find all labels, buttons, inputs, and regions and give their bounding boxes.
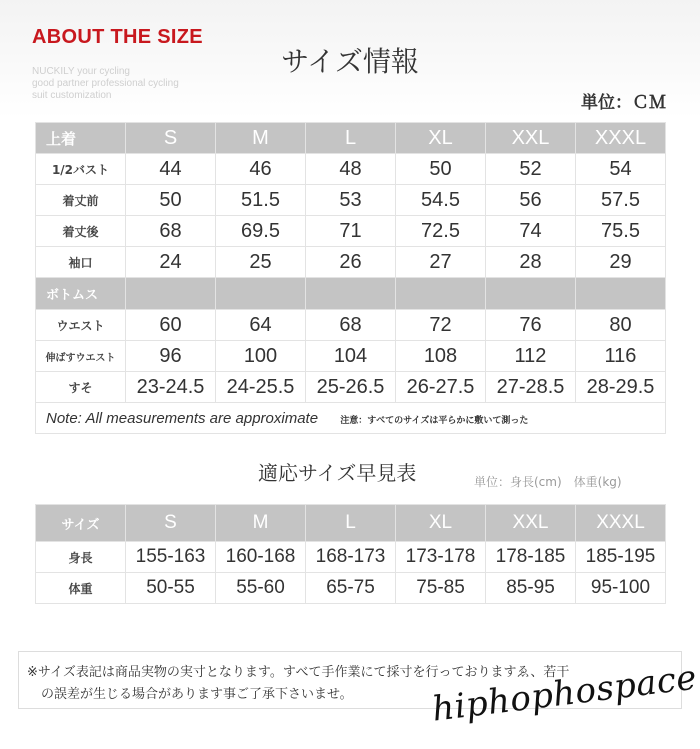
notice-line: ※サイズ表記は商品実物の実寸となります。すべて手作業にて採寸を行っておりますゑ、若干 xyxy=(27,665,570,680)
table-cell: 75-85 xyxy=(396,573,486,604)
table-cell: 168-173 xyxy=(306,542,396,573)
notice-line: の誤差が生じる場合があります事ご了承下さいませ。 xyxy=(41,687,353,702)
unit-label: 単位：ＣＭ xyxy=(581,93,666,113)
note-cell xyxy=(36,403,666,434)
table-cell: 85-95 xyxy=(486,573,576,604)
size-header-cell: L xyxy=(306,505,396,542)
table-cell: 75.5 xyxy=(576,216,666,247)
table-row xyxy=(36,310,666,341)
table-cell: 28-29.5 xyxy=(576,372,666,403)
table-cell: 57.5 xyxy=(576,185,666,216)
row-label: 1/2バスト xyxy=(36,154,126,185)
table-cell: 23-24.5 xyxy=(126,372,216,403)
row-label: 着丈前 xyxy=(36,185,126,216)
empty-cell xyxy=(576,278,666,310)
fit-table xyxy=(35,504,666,604)
table-cell: 26-27.5 xyxy=(396,372,486,403)
table-cell: 173-178 xyxy=(396,542,486,573)
fit-table-title: 適応サイズ早見表 xyxy=(258,461,417,485)
table-cell: 100 xyxy=(216,341,306,372)
size-header-cell: XXXL xyxy=(576,505,666,542)
table-cell: 95-100 xyxy=(576,573,666,604)
bottoms-label: ボトムス xyxy=(36,278,126,310)
fit-header-row xyxy=(36,505,666,542)
row-label: 伸ばすウエスト xyxy=(36,341,126,372)
table-row xyxy=(36,573,666,604)
row-label: 体重 xyxy=(36,573,126,604)
table-cell: 26 xyxy=(306,247,396,278)
table-row xyxy=(36,185,666,216)
size-header-cell: XXXL xyxy=(576,123,666,154)
size-header-cell: S xyxy=(126,123,216,154)
table-cell: 50 xyxy=(126,185,216,216)
table-cell: 155-163 xyxy=(126,542,216,573)
table-row xyxy=(36,216,666,247)
table-cell: 96 xyxy=(126,341,216,372)
table-cell: 71 xyxy=(306,216,396,247)
table-cell: 44 xyxy=(126,154,216,185)
row-label: ウエスト xyxy=(36,310,126,341)
table-cell: 68 xyxy=(306,310,396,341)
size-header-cell: S xyxy=(126,505,216,542)
table-cell: 72 xyxy=(396,310,486,341)
table-cell: 50 xyxy=(396,154,486,185)
table-cell: 50-55 xyxy=(126,573,216,604)
tagline-line: NUCKILY your cycling xyxy=(32,66,130,77)
table-cell: 74 xyxy=(486,216,576,247)
table-cell: 72.5 xyxy=(396,216,486,247)
table-cell: 48 xyxy=(306,154,396,185)
watermark: hiphophospace xyxy=(430,657,700,730)
tagline-line: suit customization xyxy=(32,90,112,101)
table-cell: 55-60 xyxy=(216,573,306,604)
tagline-line: good partner professional cycling xyxy=(32,78,179,89)
table-cell: 28 xyxy=(486,247,576,278)
table-cell: 68 xyxy=(126,216,216,247)
table-cell: 60 xyxy=(126,310,216,341)
table-cell: 24 xyxy=(126,247,216,278)
table-row xyxy=(36,341,666,372)
empty-cell xyxy=(216,278,306,310)
table-cell: 185-195 xyxy=(576,542,666,573)
table-cell: 64 xyxy=(216,310,306,341)
size-header-cell: XXL xyxy=(486,505,576,542)
table-row xyxy=(36,154,666,185)
size-header-cell: M xyxy=(216,505,306,542)
table-cell: 108 xyxy=(396,341,486,372)
table-cell: 52 xyxy=(486,154,576,185)
empty-cell xyxy=(396,278,486,310)
table-row xyxy=(36,247,666,278)
empty-cell xyxy=(126,278,216,310)
size-header-cell: M xyxy=(216,123,306,154)
about-heading: ABOUT THE SIZE xyxy=(32,26,203,48)
row-label: すそ xyxy=(36,372,126,403)
table-cell: 65-75 xyxy=(306,573,396,604)
table-cell: 29 xyxy=(576,247,666,278)
empty-cell xyxy=(486,278,576,310)
table-row xyxy=(36,372,666,403)
table-cell: 112 xyxy=(486,341,576,372)
fit-label: サイズ xyxy=(36,505,126,542)
table-cell: 160-168 xyxy=(216,542,306,573)
table-cell: 54 xyxy=(576,154,666,185)
table-cell: 69.5 xyxy=(216,216,306,247)
table-cell: 53 xyxy=(306,185,396,216)
size-header-cell: XL xyxy=(396,123,486,154)
row-label: 着丈後 xyxy=(36,216,126,247)
table-cell: 27 xyxy=(396,247,486,278)
table-cell: 76 xyxy=(486,310,576,341)
table-cell: 80 xyxy=(576,310,666,341)
row-label: 袖口 xyxy=(36,247,126,278)
note-japanese: 注意：すべてのサイズは平らかに敷いて測った xyxy=(340,415,529,426)
size-header-cell: L xyxy=(306,123,396,154)
note-row xyxy=(36,403,666,434)
table-cell: 116 xyxy=(576,341,666,372)
table-cell: 56 xyxy=(486,185,576,216)
row-label: 身長 xyxy=(36,542,126,573)
size-header-cell: XL xyxy=(396,505,486,542)
fit-table-unit: 単位：身長(cm) 体重(kg) xyxy=(474,475,622,489)
note-english: Note: All measurements are approximate xyxy=(46,409,319,427)
size-header-cell: XXL xyxy=(486,123,576,154)
table-cell: 46 xyxy=(216,154,306,185)
table-cell: 24-25.5 xyxy=(216,372,306,403)
table-cell: 27-28.5 xyxy=(486,372,576,403)
page-title: サイズ情報 xyxy=(281,45,419,78)
table-cell: 25-26.5 xyxy=(306,372,396,403)
table-cell: 54.5 xyxy=(396,185,486,216)
bottoms-header-row xyxy=(36,278,666,310)
table-row xyxy=(36,542,666,573)
size-table xyxy=(35,122,666,434)
table-cell: 104 xyxy=(306,341,396,372)
size-header-row xyxy=(36,123,666,154)
table-cell: 51.5 xyxy=(216,185,306,216)
table-cell: 178-185 xyxy=(486,542,576,573)
top-label: 上着 xyxy=(36,123,126,154)
empty-cell xyxy=(306,278,396,310)
table-cell: 25 xyxy=(216,247,306,278)
